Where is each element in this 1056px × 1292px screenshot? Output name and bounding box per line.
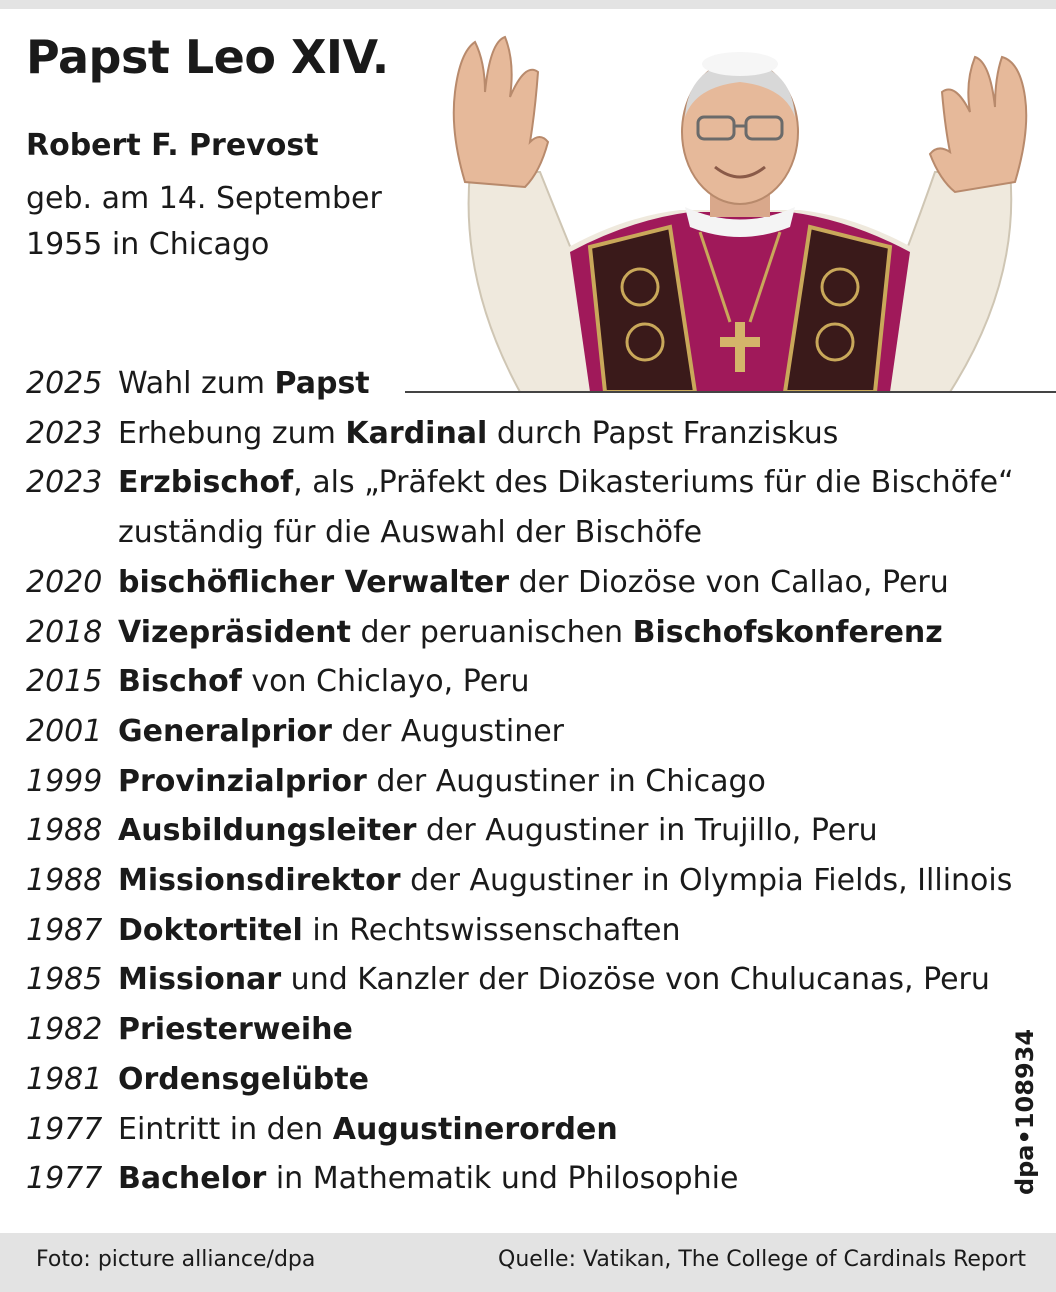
- timeline-item: [26, 906, 1036, 956]
- timeline-text: Erhebung zum: [118, 415, 346, 451]
- timeline-item: [26, 955, 1036, 1005]
- timeline-highlight: Missionsdirektor: [118, 863, 401, 899]
- timeline-year: 1985: [26, 962, 103, 998]
- timeline-description: [118, 359, 1036, 409]
- timeline-item: [26, 1055, 1036, 1105]
- timeline-item: [26, 657, 1036, 707]
- source-credit: Quelle: Vatikan, The College of Cardinals Report: [498, 1247, 1026, 1272]
- timeline-text: der Augustiner in Trujillo, Peru: [416, 813, 878, 849]
- timeline-year: 1981: [26, 1061, 103, 1097]
- timeline-year: 1987: [26, 912, 103, 948]
- timeline-item: [26, 707, 1036, 757]
- timeline-year: 2018: [26, 614, 103, 650]
- timeline-year: 2001: [26, 713, 103, 749]
- timeline-item: [26, 856, 1036, 906]
- timeline-description: [118, 757, 1036, 807]
- birth-line-2: 1955 in Chicago: [26, 227, 270, 262]
- timeline-item: [26, 1005, 1036, 1055]
- timeline-item: [26, 757, 1036, 807]
- person-name: Robert F. Prevost: [26, 128, 319, 163]
- timeline-text: der Augustiner: [331, 713, 564, 749]
- timeline-year: 2023: [26, 465, 103, 501]
- timeline-year: 1982: [26, 1012, 103, 1048]
- timeline-description: [118, 558, 1036, 608]
- timeline-item: [26, 558, 1036, 608]
- timeline-list: [26, 359, 1036, 1204]
- timeline-year: 1977: [26, 1111, 103, 1147]
- timeline-item: [26, 1105, 1036, 1155]
- timeline-description: [118, 1055, 1036, 1105]
- timeline-highlight: Ausbildungsleiter: [118, 813, 417, 849]
- timeline-highlight: Priesterweihe: [118, 1012, 353, 1048]
- photo-credit: Foto: picture alliance/dpa: [36, 1247, 316, 1272]
- timeline-description-continued: zuständig für die Auswahl der Bischöfe: [118, 515, 703, 551]
- timeline-text: durch Papst Franziskus: [487, 415, 839, 451]
- timeline-text: Eintritt in den: [118, 1111, 333, 1147]
- timeline-description: [118, 955, 1036, 1005]
- timeline-year: 2023: [26, 415, 103, 451]
- timeline-highlight: Bachelor: [118, 1161, 267, 1197]
- birth-line-1: geb. am 14. September: [26, 181, 382, 216]
- timeline-description: [118, 707, 1036, 757]
- timeline-year: 2025: [26, 366, 103, 401]
- timeline-text: von Chiclayo, Peru: [241, 664, 530, 700]
- timeline-text: in Mathematik und Philosophie: [266, 1161, 739, 1197]
- timeline-year: 2015: [26, 664, 103, 700]
- timeline-item: [26, 458, 1036, 557]
- timeline-text: und Kanzler der Diozöse von Chulucanas, Peru: [281, 962, 990, 998]
- timeline-year: 1999: [26, 763, 103, 799]
- timeline-description: [118, 1005, 1036, 1055]
- timeline-description: [118, 409, 1036, 459]
- timeline-item: [26, 608, 1036, 658]
- timeline-highlight: Doktortitel: [118, 912, 303, 948]
- graphic-id-vertical: [1005, 1030, 1045, 1202]
- top-strip: [0, 0, 1056, 9]
- page-title: Papst Leo XIV.: [26, 30, 389, 84]
- timeline-highlight: Bischofskonferenz: [632, 614, 943, 650]
- timeline-description: [118, 856, 1036, 906]
- timeline-text: der peruanischen: [350, 614, 633, 650]
- timeline-year: 1988: [26, 863, 103, 899]
- timeline-highlight: Papst: [274, 366, 370, 401]
- timeline-highlight: Kardinal: [345, 415, 488, 451]
- timeline-text: der Augustiner in Chicago: [366, 763, 766, 799]
- timeline-description: [118, 608, 1036, 658]
- timeline-item: [26, 806, 1036, 856]
- timeline-year: 2020: [26, 564, 103, 600]
- timeline-text: der Diozöse von Callao, Peru: [509, 564, 949, 600]
- timeline-highlight: Generalprior: [118, 713, 332, 749]
- timeline-item: [26, 1154, 1036, 1204]
- timeline-item: [26, 359, 1036, 409]
- timeline-highlight: Ordensgelübte: [118, 1061, 369, 1097]
- pope-portrait-image: [430, 22, 1050, 392]
- timeline-description: [118, 806, 1036, 856]
- timeline-description: [118, 906, 1036, 956]
- timeline-text: Wahl zum: [118, 366, 275, 401]
- timeline-highlight: Augustinerorden: [332, 1111, 618, 1147]
- timeline-highlight: Bischof: [118, 664, 242, 700]
- timeline-highlight: Erzbischof: [118, 465, 294, 501]
- timeline-description: [118, 458, 1036, 508]
- timeline-description: [118, 1105, 1036, 1155]
- timeline-year: 1988: [26, 813, 103, 849]
- timeline-text: , als „Präfekt des Dikasteriums für die Bischöfe“: [293, 465, 1014, 501]
- footer-bar: [0, 1233, 1056, 1292]
- timeline-highlight: bischöflicher Verwalter: [118, 564, 510, 600]
- timeline-highlight: Vizepräsident: [118, 614, 351, 650]
- birth-info: [26, 176, 382, 268]
- timeline-highlight: Missionar: [118, 962, 282, 998]
- timeline-text: der Augustiner in Olympia Fields, Illinois: [400, 863, 1013, 899]
- timeline-description: [118, 1154, 1036, 1204]
- timeline-description: [118, 657, 1036, 707]
- timeline-item: [26, 409, 1036, 459]
- timeline-text: in Rechtswissenschaften: [302, 912, 681, 948]
- timeline-year: 1977: [26, 1161, 103, 1197]
- timeline-highlight: Provinzialprior: [118, 763, 367, 799]
- graphic-id-text: dpa•108934: [1011, 1028, 1039, 1196]
